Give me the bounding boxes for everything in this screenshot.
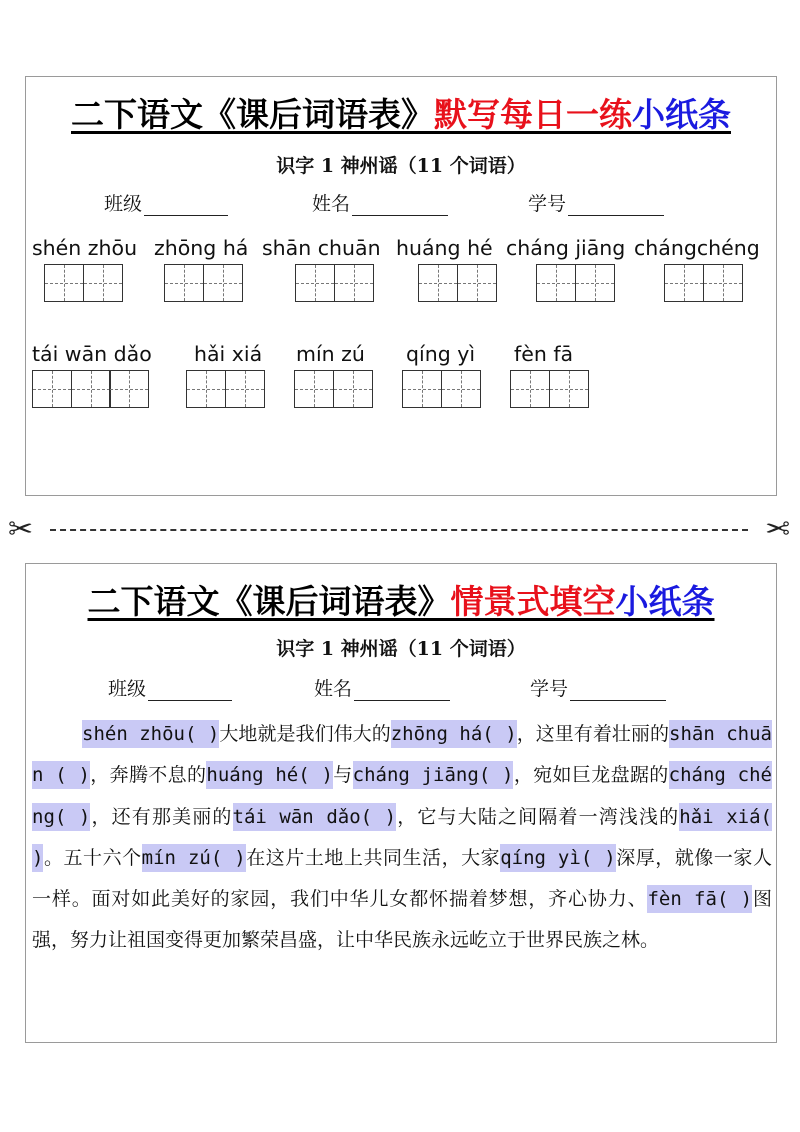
passage-text: 。五十六个: [43, 846, 142, 869]
writing-grid[interactable]: [295, 264, 381, 302]
word-pinyin: chángchéng: [634, 236, 760, 260]
id-field[interactable]: [528, 189, 664, 216]
class-field[interactable]: [104, 189, 228, 216]
passage-text: 在这片土地上共同生活，大家: [245, 846, 501, 869]
name-field[interactable]: [312, 189, 448, 216]
cut-line: [8, 512, 790, 548]
writing-grid[interactable]: [294, 370, 371, 408]
answer-slot: ( ): [210, 846, 246, 869]
student-info-row: [26, 189, 776, 219]
pinyin-blank[interactable]: [82, 720, 219, 748]
word-pinyin: huáng hé: [396, 236, 493, 260]
title-part-red: 情景式填空: [450, 582, 616, 621]
lesson-subtitle: 识字 1 神州谣（11 个词语）: [276, 638, 526, 660]
blank-pinyin: huáng hé: [206, 764, 299, 787]
passage-text: ，还有那美丽的: [90, 805, 233, 828]
writing-grid[interactable]: [164, 264, 248, 302]
writing-grid[interactable]: [32, 370, 152, 408]
blank-pinyin: qíng yì: [500, 846, 581, 869]
pinyin-blank[interactable]: [647, 885, 752, 913]
passage-text: ，宛如巨龙盘踞的: [513, 764, 669, 787]
passage-text: ，奔腾不息的: [89, 764, 207, 787]
title-part-main: 二下语文《课后词语表》: [71, 95, 434, 134]
word-pinyin: fèn fā: [514, 342, 574, 366]
fill-in-panel: [25, 563, 777, 1043]
pinyin-blank[interactable]: [353, 761, 514, 789]
pinyin-blank[interactable]: [391, 720, 517, 748]
blank-pinyin: mín zú: [141, 846, 211, 869]
dictation-title: [26, 89, 776, 136]
title-part-main: 二下语文《课后词语表》: [87, 582, 451, 621]
fill-in-passage: [32, 714, 772, 962]
name-label: 姓名: [312, 193, 351, 215]
dashed-divider: [50, 529, 748, 531]
pinyin-blank[interactable]: [233, 803, 397, 831]
writing-grid[interactable]: [418, 264, 495, 302]
blank-pinyin: cháng jiāng: [352, 764, 479, 787]
word-pinyin: qíng yì: [406, 342, 476, 366]
passage-text: 大地就是我们伟大的: [219, 723, 391, 745]
pinyin-blank[interactable]: [206, 761, 333, 789]
pinyin-blank[interactable]: [500, 844, 615, 872]
id-blank[interactable]: [568, 196, 664, 216]
blank-pinyin: tái wān dǎo: [232, 805, 361, 828]
blank-pinyin: fèn fā: [647, 888, 717, 911]
title-part-red: 默写每日一练: [434, 95, 632, 134]
blank-pinyin: zhōng há: [390, 723, 483, 745]
blank-pinyin: shān chuān: [32, 723, 772, 787]
lesson-subtitle: 识字 1 神州谣（11 个词语）: [276, 155, 526, 177]
name-label: 姓名: [314, 678, 353, 700]
scissors-icon: ✂: [8, 512, 34, 547]
answer-slot: ( ): [185, 723, 220, 745]
dictation-panel: [25, 76, 777, 496]
word-item: [634, 237, 760, 302]
id-label: 学号: [530, 678, 569, 700]
word-item: [154, 237, 248, 302]
student-info-row: [26, 674, 776, 704]
passage-text: 图强，努力让祖国变得更加繁荣昌盛，让中华民族永远屹立于世界民族之林。: [32, 888, 772, 952]
word-item: [506, 237, 625, 302]
word-item: [32, 237, 137, 302]
class-field[interactable]: [108, 674, 232, 701]
answer-slot: ( ): [54, 805, 91, 828]
answer-slot: ( ): [478, 764, 514, 787]
blank-pinyin: shén zhōu: [82, 723, 185, 745]
passage-text: ，它与大陆之间隔着一湾浅浅的: [396, 805, 680, 828]
name-field[interactable]: [314, 674, 450, 701]
title-part-blue: 小纸条: [615, 582, 715, 621]
word-item: [32, 343, 152, 408]
word-item: [294, 343, 371, 408]
word-pinyin: tái wān dǎo: [32, 342, 152, 366]
word-pinyin: zhōng há: [154, 236, 249, 260]
word-item: [262, 237, 381, 302]
answer-slot: ( ): [716, 888, 753, 911]
writing-grid[interactable]: [44, 264, 137, 302]
passage-text: ，这里有着壮丽的: [516, 723, 669, 745]
pinyin-blank[interactable]: [142, 844, 246, 872]
title-part-blue: 小纸条: [632, 95, 731, 134]
id-blank[interactable]: [570, 681, 666, 701]
class-blank[interactable]: [148, 681, 232, 701]
writing-grid[interactable]: [664, 264, 760, 302]
fill-in-title: [26, 576, 776, 623]
word-item: [402, 343, 479, 408]
id-field[interactable]: [530, 674, 666, 701]
word-item: [186, 343, 263, 408]
answer-slot: ( ): [298, 764, 333, 787]
answer-slot: ( ): [55, 764, 90, 787]
word-pinyin: shān chuān: [262, 236, 381, 260]
name-blank[interactable]: [354, 681, 450, 701]
writing-grid[interactable]: [510, 370, 587, 408]
answer-slot: ( ): [482, 723, 517, 745]
passage-text: 深厚，就像一家人一样。面对如此美好的家园，我们中华儿女都怀揣着梦想，齐心协力、: [32, 846, 772, 911]
word-pinyin: shén zhōu: [32, 236, 138, 260]
answer-slot: ( ): [32, 805, 772, 869]
passage-text: 与: [332, 764, 353, 787]
word-pinyin: mín zú: [296, 342, 365, 366]
class-blank[interactable]: [144, 196, 228, 216]
answer-slot: ( ): [580, 846, 616, 869]
blank-pinyin: hǎi xiá: [679, 805, 761, 828]
writing-grid[interactable]: [402, 370, 479, 408]
class-label: 班级: [104, 193, 143, 215]
writing-grid[interactable]: [186, 370, 263, 408]
word-pinyin: hǎi xiá: [194, 342, 263, 366]
word-pinyin: cháng jiāng: [506, 236, 626, 260]
blank-pinyin: cháng chéng: [32, 764, 772, 828]
writing-grid[interactable]: [536, 264, 625, 302]
scissors-icon: ✂: [764, 512, 790, 547]
answer-slot: ( ): [360, 805, 397, 828]
word-item: [510, 343, 587, 408]
word-item: [396, 237, 495, 302]
name-blank[interactable]: [352, 196, 448, 216]
id-label: 学号: [528, 193, 567, 215]
class-label: 班级: [108, 678, 147, 700]
